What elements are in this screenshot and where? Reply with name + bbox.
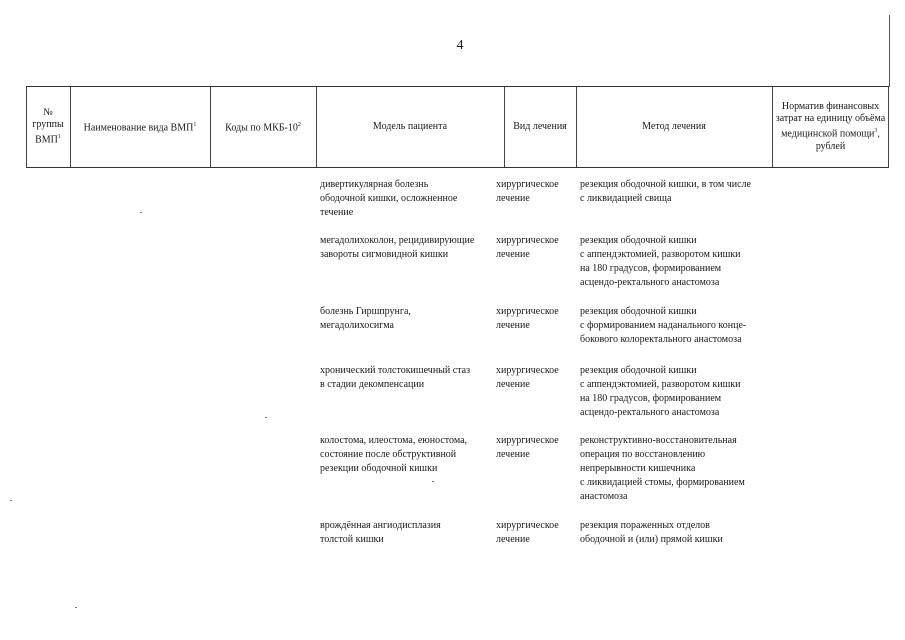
scan-speck [265, 417, 267, 418]
scan-speck [432, 481, 434, 482]
column-divider [888, 87, 889, 167]
treatment-method-cell [580, 519, 775, 547]
cell-text-line: асцендо-ректального анастомоза [580, 277, 720, 288]
cell-text-line: лечение [496, 249, 530, 260]
cell-text-line: с аппендэктомией, разворотом кишки [580, 249, 741, 260]
cell-text-line: состояние после обструктивной [320, 449, 457, 460]
cell-text-line: толстой кишки [320, 534, 384, 545]
cell-text-line: резекция ободочной кишки [580, 235, 697, 246]
patient-model-cell [320, 364, 492, 392]
treatment-method-cell [580, 434, 775, 504]
cell-text-line: хирургическое [496, 235, 559, 246]
margin-rule [889, 15, 890, 87]
cell-text-line: реконструктивно-восстановительная [580, 435, 737, 446]
header-treatment-method: Метод лечения [642, 121, 706, 132]
cell-text-line: лечение [496, 320, 530, 331]
table-header [26, 86, 889, 168]
cell-text-line: в стадии декомпенсации [320, 379, 425, 390]
treatment-type-cell [496, 364, 574, 392]
treatment-method-cell [580, 178, 775, 206]
treatment-type-cell [496, 178, 574, 206]
cell-text-line: завороты сигмовидной кишки [320, 249, 449, 260]
scan-speck [75, 607, 77, 608]
cell-text-line: непрерывности кишечника [580, 463, 696, 474]
cell-text-line: с ликвидацией стомы, формированием [580, 477, 745, 488]
cell-text-line: с аппендэктомией, разворотом кишки [580, 379, 741, 390]
treatment-type-cell [496, 305, 574, 333]
cell-text-line: хирургическое [496, 306, 559, 317]
treatment-type-cell [496, 434, 574, 462]
cell-text-line: резекция ободочной кишки [580, 306, 697, 317]
header-treatment-type: Вид лечения [513, 121, 567, 132]
cell-text-line: с формированием наданального конце- [580, 320, 747, 331]
cell-text-line: хирургическое [496, 179, 559, 190]
cell-text-line: резекция пораженных отделов [580, 520, 710, 531]
header-vmp-name: Наименование вида ВМП$^1$ [83, 122, 197, 134]
header-group-number: № группы ВМП$^1$ [32, 107, 64, 146]
scan-speck [140, 212, 142, 213]
cell-text-line: на 180 градусов, формированием [580, 393, 722, 404]
cell-text-line: лечение [496, 449, 530, 460]
cell-text-line: резекции ободочной кишки [320, 463, 438, 474]
cell-text-line: мегадолихосигма [320, 320, 394, 331]
header-mkb-codes: Коды по МКБ-$10^2$ [225, 122, 301, 134]
cell-text-line: с ликвидацией свища [580, 193, 672, 204]
cell-text-line: мегадолихоколон, рецидивирующие [320, 235, 475, 246]
cell-text-line: хирургическое [496, 435, 559, 446]
treatment-type-cell [496, 234, 574, 262]
cell-text-line: дивертикулярная болезнь [320, 179, 429, 190]
cell-text-line: лечение [496, 193, 530, 204]
cell-text-line: хирургическое [496, 520, 559, 531]
patient-model-cell [320, 519, 492, 547]
cell-text-line: хирургическое [496, 365, 559, 376]
cell-text-line: течение [320, 207, 354, 218]
cell-text-line: колостома, илеостома, еюностома, [320, 435, 468, 446]
cell-text-line: операция по восстановлению [580, 449, 706, 460]
cell-text-line: асцендо-ректального анастомоза [580, 407, 720, 418]
treatment-method-cell [580, 364, 775, 420]
treatment-method-cell [580, 305, 775, 347]
cell-text-line: ободочной кишки, осложненное [320, 193, 458, 204]
treatment-type-cell [496, 519, 574, 547]
patient-model-cell [320, 305, 492, 333]
cell-text-line: резекция ободочной кишки [580, 365, 697, 376]
header-patient-model: Модель пациента [372, 121, 448, 132]
cell-text-line: врождённая ангиодисплазия [320, 520, 441, 531]
cell-text-line: анастомоза [580, 491, 628, 502]
cell-text-line: ободочной и (или) прямой кишки [580, 534, 723, 545]
cell-text-line: резекция ободочной кишки, в том числе [580, 179, 751, 190]
header-normative: Норматив финансовых затрат на единицу объёма медицинской помощи$^3$, рублей [775, 101, 886, 152]
scan-speck [10, 500, 12, 501]
cell-text-line: хронический толстокишечный стаз [320, 365, 471, 376]
treatment-method-cell [580, 234, 775, 290]
patient-model-cell [320, 178, 492, 220]
page-number: 4 [456, 38, 464, 53]
patient-model-cell [320, 434, 492, 476]
cell-text-line: бокового колоректального анастомоза [580, 334, 742, 345]
cell-text-line: болезнь Гиршпрунга, [320, 306, 411, 317]
cell-text-line: лечение [496, 534, 530, 545]
cell-text-line: лечение [496, 379, 530, 390]
patient-model-cell [320, 234, 492, 262]
cell-text-line: на 180 градусов, формированием [580, 263, 722, 274]
